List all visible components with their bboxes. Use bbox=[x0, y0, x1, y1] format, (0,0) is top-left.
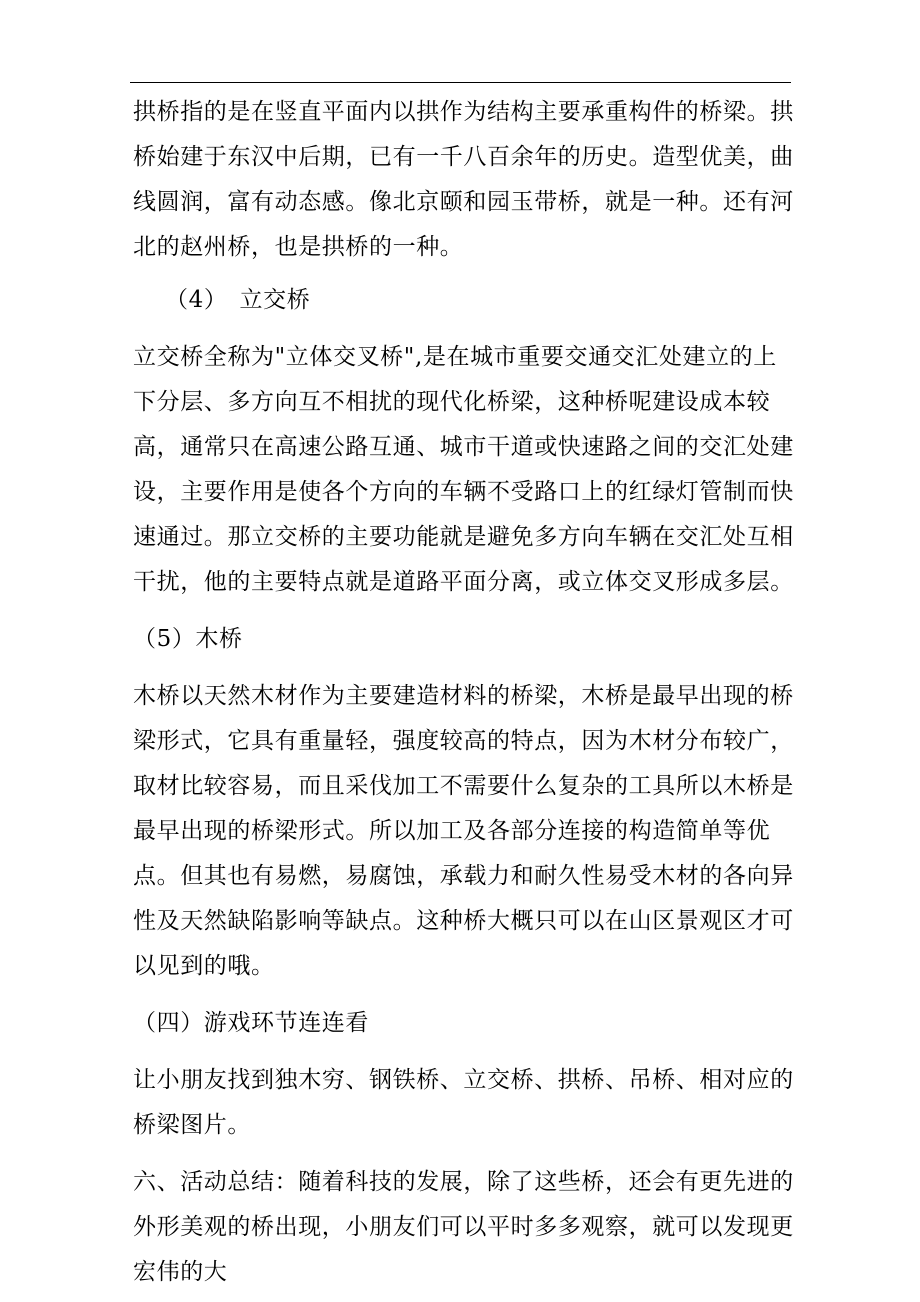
wood-bridge-paragraph: 木桥以天然木材作为主要建造材料的桥梁，木桥是最早出现的桥梁形式，它具有重量轻，强度较高的特点，因为木材分布较广，取材比较容易，而且采伐加工不需要什么复杂的工具所以木桥是最早出现的桥梁形式。所以加工及各部分连接的构造简单等优点。但其也有易燃，易腐蚀，承载力和耐久性易受木材的各向异性及天然缺陷影响等缺点。这种桥大概只可以在山区景观区才可以见到的哦。 bbox=[133, 683, 794, 979]
summary-paragraph: 六、活动总结：随着科技的发展，除了这些桥，还会有更先进的外形美观的桥出现，小朋友们可以平时多多观察，就可以发现更宏伟的大 bbox=[133, 1169, 794, 1285]
game-heading: （四）游戏环节连连看 bbox=[133, 1010, 369, 1036]
wood-bridge-heading: （5）木桥 bbox=[133, 626, 243, 652]
document-body bbox=[133, 90, 795, 1295]
overpass-heading: （4） 立交桥 bbox=[165, 287, 311, 313]
header-rule bbox=[130, 82, 791, 83]
game-paragraph: 让小朋友找到独木穷、钢铁桥、立交桥、拱桥、吊桥、相对应的桥梁图片。 bbox=[133, 1067, 794, 1138]
arch-bridge-paragraph: 拱桥指的是在竖直平面内以拱作为结构主要承重构件的桥梁。拱桥始建于东汉中后期，已有一千八百余年的历史。造型优美，曲线圆润，富有动态感。像北京颐和园玉带桥，就是一种。还有河北的赵州桥，也是拱桥的一种。 bbox=[133, 99, 794, 260]
overpass-paragraph: 立交桥全称为"立体交叉桥",是在城市重要交通交汇处建立的上下分层、多方向互不相扰的现代化桥梁，这种桥呢建设成本较高，通常只在高速公路互通、城市干道或快速路之间的交汇处建设，主要作用是使各个方向的车辆不受路口上的红绿灯管制而快速通过。那立交桥的主要功能就是避免多方向车辆在交汇处互相干扰，他的主要特点就是道路平面分离，或立体交叉形成多层。 bbox=[133, 344, 794, 595]
